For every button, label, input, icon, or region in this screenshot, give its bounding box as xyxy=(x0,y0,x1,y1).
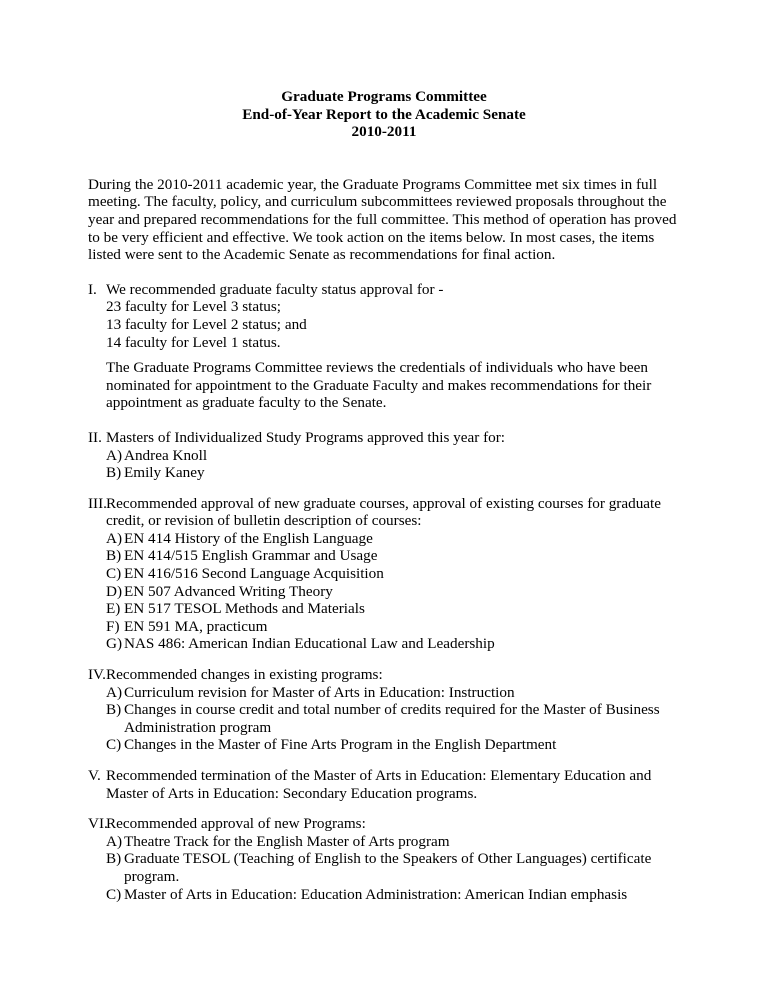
section-vi-item-a-text: Theatre Track for the English Master of Arts program xyxy=(124,832,450,850)
section-iii-item-b xyxy=(106,547,680,565)
section-vi-numeral: VI. xyxy=(88,815,108,833)
section-iii-item-f xyxy=(106,618,680,636)
section-iv-item-a xyxy=(106,684,680,702)
title-line-committee: Graduate Programs Committee xyxy=(281,88,487,105)
section-iii-item-e xyxy=(106,600,680,618)
section-vi-item-c xyxy=(106,886,680,904)
section-iii-item-f-text: EN 591 MA, practicum xyxy=(124,617,268,635)
section-iv-item-c xyxy=(106,736,680,754)
spacer-after-section-v xyxy=(88,802,680,815)
section-iv-heading: Recommended changes in existing programs: xyxy=(106,666,383,684)
section-i-line-level2: 13 faculty for Level 2 status; and xyxy=(106,315,307,333)
section-iii-item-g xyxy=(106,635,680,653)
section-ii xyxy=(88,429,680,447)
spacer-after-title xyxy=(88,141,680,176)
section-vi-item-b xyxy=(106,850,680,885)
section-iii xyxy=(88,495,680,530)
section-iii-item-d-letter: D) xyxy=(106,582,123,600)
section-vi-item-c-letter: C) xyxy=(106,885,122,903)
section-i-numeral: I. xyxy=(88,280,97,298)
section-iv-numeral: IV. xyxy=(88,666,106,684)
section-vi-heading: Recommended approval of new Programs: xyxy=(106,815,366,833)
section-iv-item-c-letter: C) xyxy=(106,736,122,754)
section-vi-item-c-text: Master of Arts in Education: Education Administration: American Indian emphasis xyxy=(124,885,628,903)
section-vi-item-a xyxy=(106,833,680,851)
section-iii-item-d xyxy=(106,583,680,601)
spacer-after-section-i xyxy=(88,412,680,429)
section-iii-heading: Recommended approval of new graduate courses, approval of existing courses for graduate credit, or revision of bulletin description of courses: xyxy=(106,494,661,530)
intro-paragraph: During the 2010-2011 academic year, the Graduate Programs Committee met six times in full meeting. The faculty, policy, and curriculum subcommittees reviewed proposals throughout the year and prepared recommendations for the full committee. This method of operation has proved to be very efficient and effective. We took action on the items below. In most cases, the items listed were sent to the Academic Senate as recommendations for final action. xyxy=(88,175,677,264)
section-iii-item-a xyxy=(106,530,680,548)
section-v-heading: Recommended termination of the Master of Arts in Education: Elementary Education and Master of Arts in Education: Secondary Education programs. xyxy=(106,767,652,802)
section-ii-heading: Masters of Individualized Study Programs approved this year for: xyxy=(106,428,506,446)
section-vi xyxy=(88,815,680,833)
section-iii-item-e-text: EN 517 TESOL Methods and Materials xyxy=(124,600,365,618)
spacer-after-intro xyxy=(88,264,680,281)
section-ii-item-b xyxy=(106,464,680,482)
section-iii-item-c-letter: C) xyxy=(106,565,122,583)
section-iii-numeral: III. xyxy=(88,494,107,512)
spacer-section-i-inner xyxy=(106,351,680,359)
section-ii-item-a-letter: A) xyxy=(106,446,123,464)
document-content xyxy=(88,88,680,903)
section-iii-item-f-letter: F) xyxy=(106,617,120,635)
section-iv-item-b-text: Changes in course credit and total number of credits required for the Master of Business Administration program xyxy=(124,701,660,736)
section-iii-item-a-text: EN 414 History of the English Language xyxy=(124,529,373,547)
section-iii-item-b-letter: B) xyxy=(106,547,122,565)
section-v-numeral: V. xyxy=(88,767,101,784)
section-iii-item-g-text: NAS 486: American Indian Educational Law and Leadership xyxy=(124,635,495,653)
section-i-line-level3: 23 faculty for Level 3 status; xyxy=(106,298,282,316)
section-iii-item-c xyxy=(106,565,680,583)
section-iv-item-a-letter: A) xyxy=(106,683,123,701)
section-iv-item-b-letter: B) xyxy=(106,701,122,719)
section-iii-item-a-letter: A) xyxy=(106,529,123,547)
section-ii-numeral: II. xyxy=(88,428,102,446)
section-iv-item-c-text: Changes in the Master of Fine Arts Program in the English Department xyxy=(124,736,557,754)
section-iii-item-c-text: EN 416/516 Second Language Acquisition xyxy=(124,565,384,583)
section-ii-item-b-letter: B) xyxy=(106,464,122,482)
section-iv-item-a-text: Curriculum revision for Master of Arts in Education: Instruction xyxy=(124,683,515,701)
section-iii-item-g-letter: G) xyxy=(106,635,123,653)
section-i-heading: We recommended graduate faculty status approval for - xyxy=(106,280,444,298)
spacer-after-section-ii xyxy=(88,482,680,495)
title-line-report: End-of-Year Report to the Academic Senate xyxy=(242,105,526,123)
document-title-block xyxy=(88,88,680,141)
spacer-after-section-iii xyxy=(88,653,680,666)
section-ii-item-a xyxy=(106,447,680,465)
title-line-year: 2010-2011 xyxy=(351,123,417,141)
section-iii-item-b-text: EN 414/515 English Grammar and Usage xyxy=(124,547,378,565)
section-vi-item-b-text: Graduate TESOL (Teaching of English to the Speakers of Other Languages) certificate program. xyxy=(124,850,652,885)
section-iii-item-d-text: EN 507 Advanced Writing Theory xyxy=(124,582,333,600)
section-ii-item-a-text: Andrea Knoll xyxy=(124,446,208,464)
section-iv xyxy=(88,666,680,684)
section-ii-item-b-text: Emily Kaney xyxy=(124,464,205,482)
section-i-line-level1: 14 faculty for Level 1 status. xyxy=(106,333,281,351)
section-v xyxy=(88,767,680,802)
section-iv-item-b xyxy=(106,701,680,736)
section-vi-item-b-letter: B) xyxy=(106,850,122,868)
section-i xyxy=(88,281,680,412)
section-i-body: The Graduate Programs Committee reviews the credentials of individuals who have been nominated for appointment to the Graduate Faculty and makes recommendations for their appointment as graduate faculty to the Senate. xyxy=(106,359,652,412)
section-vi-item-a-letter: A) xyxy=(106,832,123,850)
spacer-after-section-iv xyxy=(88,754,680,767)
section-iii-item-e-letter: E) xyxy=(106,600,121,618)
